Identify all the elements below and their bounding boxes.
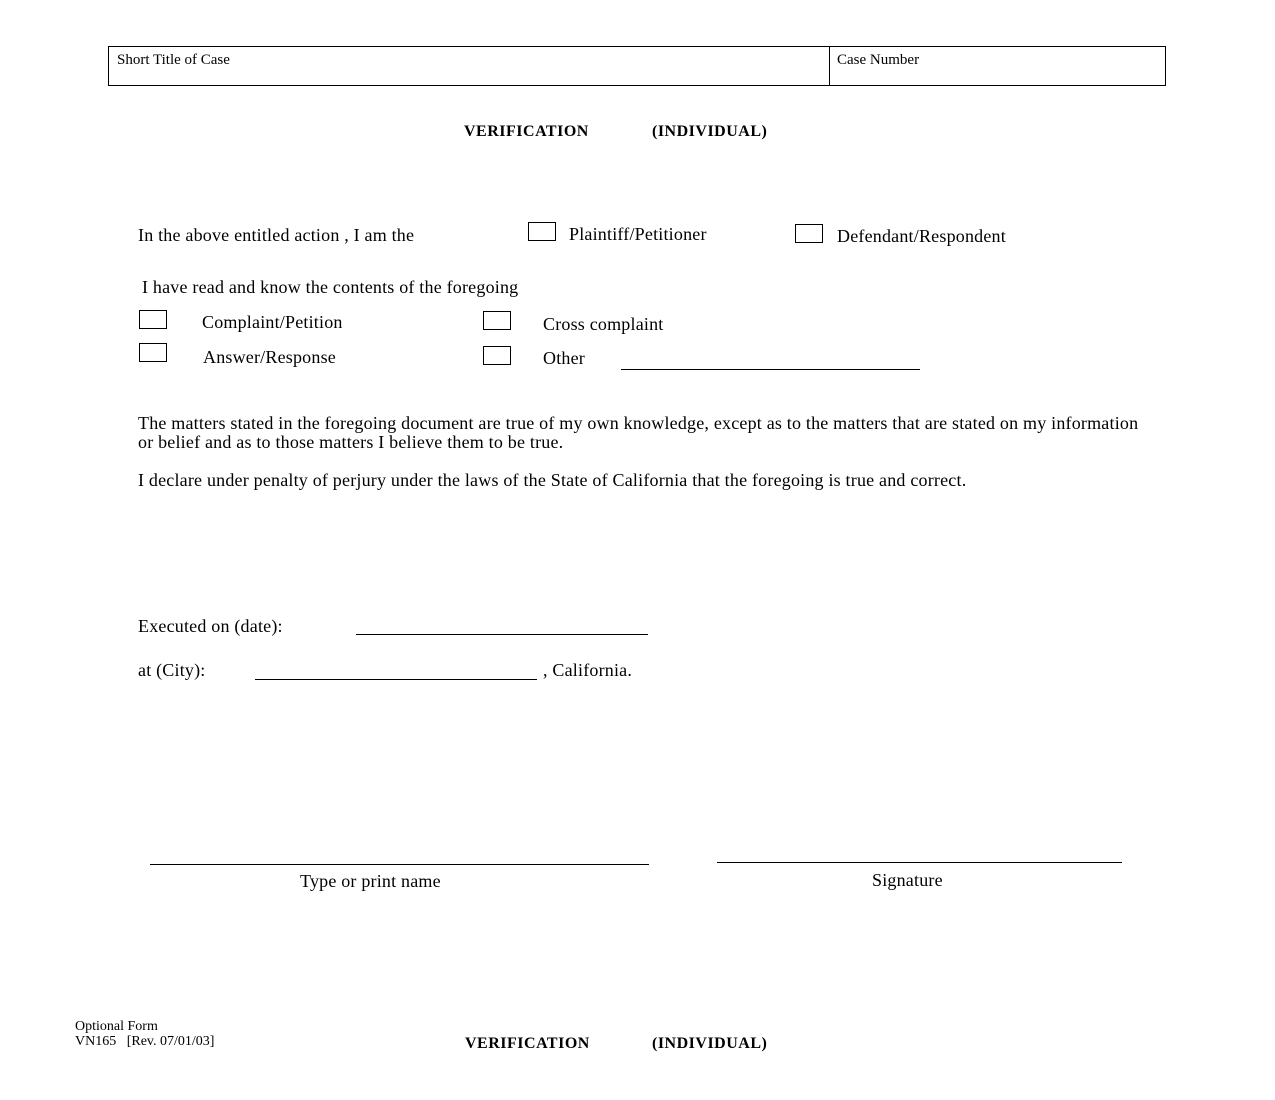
perjury-declaration: I declare under penalty of perjury under the laws of the State of California that the foregoing is true and correct. — [138, 470, 967, 490]
plaintiff-label: Plaintiff/Petitioner — [569, 224, 707, 244]
party-intro-text: In the above entitled action , I am the — [138, 225, 415, 245]
date-blank-line[interactable] — [356, 634, 648, 635]
other-label: Other — [543, 348, 585, 368]
cross-complaint-label: Cross complaint — [543, 314, 664, 334]
header-divider — [829, 47, 830, 85]
case-header-table — [108, 46, 1166, 86]
answer-label: Answer/Response — [203, 347, 336, 367]
other-checkbox[interactable] — [483, 346, 511, 365]
plaintiff-checkbox[interactable] — [528, 222, 556, 241]
print-name-line[interactable] — [150, 864, 649, 865]
california-suffix: , California. — [543, 660, 633, 680]
cross-complaint-checkbox[interactable] — [483, 311, 511, 330]
footer-optional-form: Optional Form — [75, 1019, 158, 1034]
other-blank-line[interactable] — [621, 369, 920, 370]
title-verification: VERIFICATION — [464, 123, 589, 140]
short-title-label: Short Title of Case — [117, 52, 230, 68]
case-number-label: Case Number — [837, 52, 920, 68]
city-blank-line[interactable] — [255, 679, 537, 680]
footer-verification: VERIFICATION — [465, 1035, 590, 1052]
footer-individual: (INDIVIDUAL) — [652, 1035, 768, 1052]
footer-form-number: VN165 [Rev. 07/01/03] — [75, 1034, 215, 1049]
complaint-label: Complaint/Petition — [202, 312, 343, 332]
signature-label: Signature — [872, 870, 943, 890]
contents-intro-text: I have read and know the contents of the foregoing — [142, 277, 519, 297]
answer-checkbox[interactable] — [139, 343, 167, 362]
matters-statement: The matters stated in the foregoing document are true of my own knowledge, except as to the matters that are stated on my information or belief and as to those matters I believe them to be true. — [138, 413, 1139, 452]
executed-date-label: Executed on (date): — [138, 616, 283, 636]
complaint-checkbox[interactable] — [139, 310, 167, 329]
defendant-label: Defendant/Respondent — [837, 226, 1006, 246]
signature-line[interactable] — [717, 862, 1122, 863]
title-individual: (INDIVIDUAL) — [652, 123, 768, 140]
city-label: at (City): — [138, 660, 206, 680]
defendant-checkbox[interactable] — [795, 224, 823, 243]
print-name-label: Type or print name — [300, 871, 441, 891]
